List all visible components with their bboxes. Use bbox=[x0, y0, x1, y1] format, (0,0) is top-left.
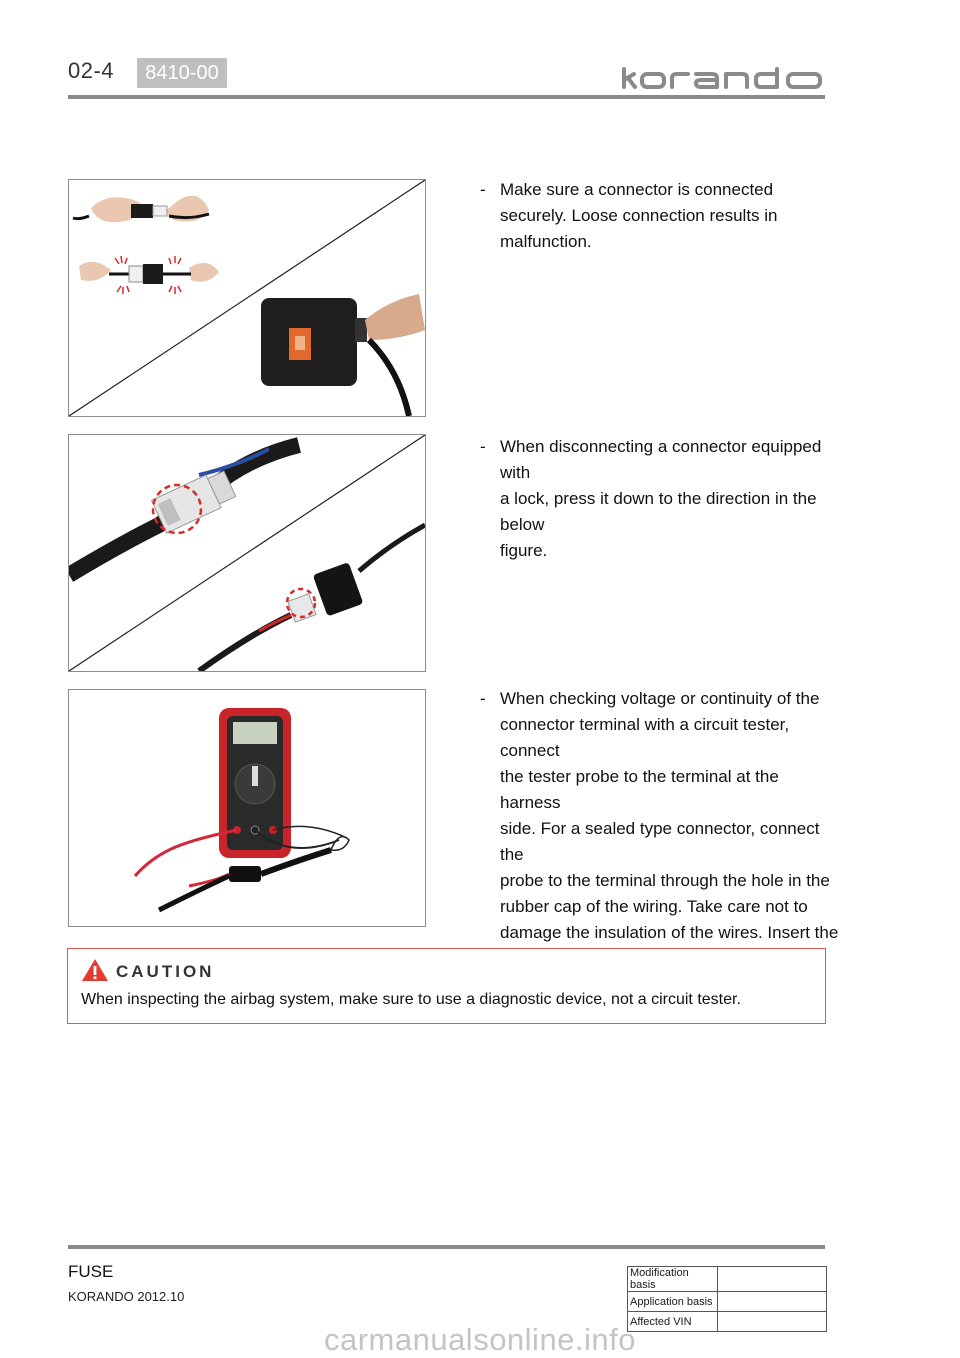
warning-triangle-icon bbox=[81, 958, 109, 982]
figure-connector-lock bbox=[68, 434, 426, 672]
table-cell-label: Application basis bbox=[628, 1292, 718, 1312]
text-line: connector terminal with a circuit tester, connect bbox=[500, 715, 790, 760]
text-line: damage the insulation of the wires. Insert the bbox=[500, 923, 839, 942]
caution-box bbox=[67, 948, 826, 1024]
caution-title: CAUTION bbox=[116, 962, 215, 981]
text-line: figure. bbox=[500, 541, 548, 560]
watermark-text: carmanualsonline.info bbox=[323, 1322, 637, 1357]
footer-model-date: KORANDO 2012.10 bbox=[68, 1289, 185, 1304]
text-line: When disconnecting a connector equipped with bbox=[500, 437, 822, 482]
table-row bbox=[628, 1292, 827, 1312]
text-line: a lock, press it down to the direction in the below bbox=[500, 489, 817, 534]
page-number: 02-4 bbox=[68, 58, 115, 83]
text-line: rubber cap of the wiring. Take care not to bbox=[500, 897, 808, 916]
footer-section-title: FUSE bbox=[68, 1262, 114, 1281]
table-cell-label: Affected VIN bbox=[628, 1312, 718, 1332]
figure-circuit-tester bbox=[68, 689, 426, 927]
table-cell-value bbox=[718, 1267, 827, 1292]
bullet-dash: - bbox=[480, 689, 486, 708]
text-line: When checking voltage or continuity of the bbox=[500, 689, 820, 708]
table-row bbox=[628, 1267, 827, 1292]
section-2-text bbox=[480, 434, 855, 564]
bullet-dash: - bbox=[480, 180, 486, 199]
caution-text: When inspecting the airbag system, make sure to use a diagnostic device, not a circuit tester. bbox=[81, 991, 741, 1008]
text-line: securely. Loose connection results in bbox=[500, 206, 778, 225]
footer-rule bbox=[68, 1245, 825, 1249]
header-rule bbox=[68, 95, 825, 99]
text-line: side. For a sealed type connector, connect the bbox=[500, 819, 820, 864]
text-line: malfunction. bbox=[500, 232, 592, 251]
section-code-badge: 8410-00 bbox=[137, 58, 227, 88]
text-line: probe to the terminal through the hole in the bbox=[500, 871, 830, 890]
text-line: Make sure a connector is connected bbox=[500, 180, 774, 199]
section-1-text bbox=[480, 177, 800, 255]
table-cell-label: Modification basis bbox=[628, 1267, 718, 1292]
korando-logo bbox=[620, 66, 825, 90]
bullet-dash: - bbox=[480, 437, 486, 456]
table-cell-value bbox=[718, 1292, 827, 1312]
text-line: the tester probe to the terminal at the harness bbox=[500, 767, 779, 812]
figure-connector-connect bbox=[68, 179, 426, 417]
